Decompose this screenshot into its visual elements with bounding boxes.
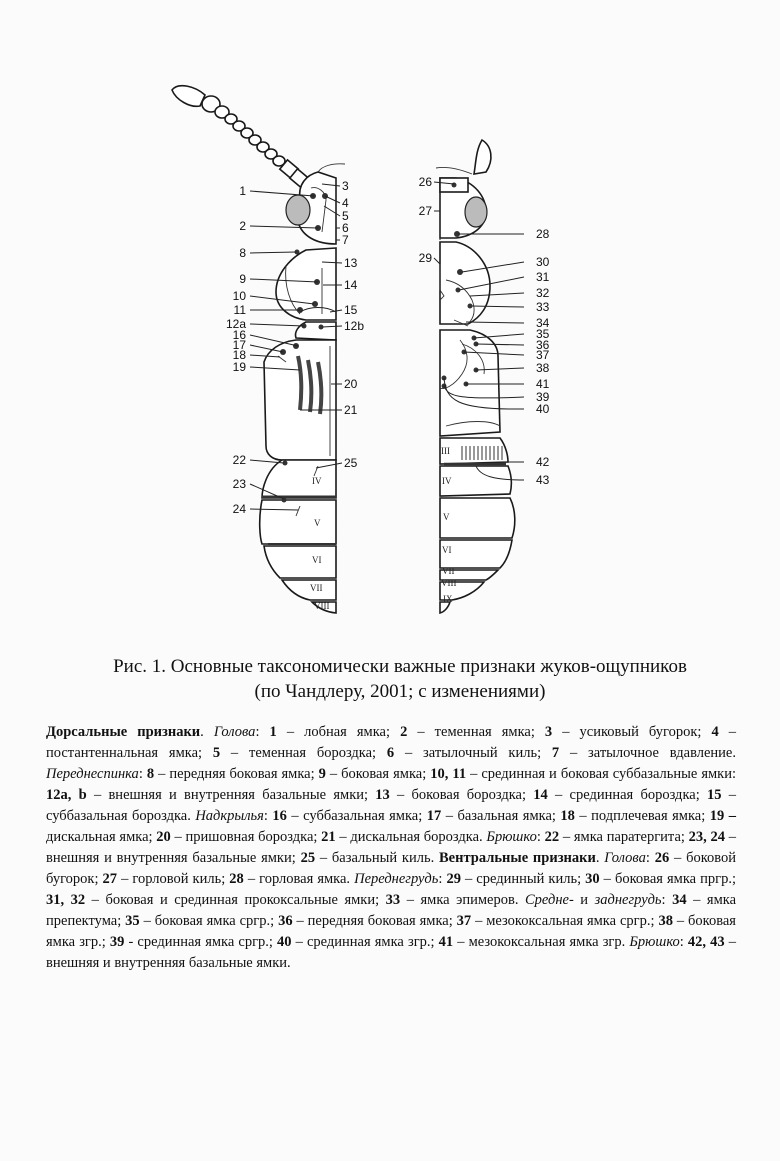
label-23: 23	[232, 477, 246, 491]
legend-run: 16	[272, 808, 287, 824]
figure-legend	[46, 722, 736, 974]
legend-run: Переднегрудь	[354, 871, 439, 887]
dorsal-view	[172, 86, 364, 613]
legend-run: Брюшко	[629, 934, 680, 950]
legend-run: Голова	[213, 724, 256, 740]
legend-run: 27	[102, 871, 118, 887]
label-36: 36	[536, 338, 550, 352]
legend-run: .	[200, 724, 214, 740]
legend-run: – боковая и срединная прококсальные ямки;	[85, 892, 386, 908]
ventral-segment-vii: VII	[442, 566, 455, 576]
legend-run: – ямка эпимеров.	[400, 892, 525, 908]
label-8: 8	[239, 246, 246, 260]
label-35: 35	[536, 327, 550, 341]
legend-run: 9	[318, 766, 326, 782]
legend-run: :	[679, 934, 688, 950]
ventral-prothorax	[440, 242, 490, 326]
legend-run: заднегрудь	[594, 892, 662, 908]
label-2: 2	[239, 219, 246, 233]
label-21: 21	[344, 403, 358, 417]
label-18: 18	[232, 348, 246, 362]
legend-run: – внешняя и внутренняя базальные ямки.	[46, 934, 737, 971]
legend-run: 19 –	[709, 808, 737, 824]
legend-run: – боковая ямка пргр.;	[599, 871, 736, 887]
legend-run: – внешняя и внутренняя базальные ямки;	[86, 787, 376, 803]
label-22: 22	[232, 453, 246, 467]
legend-run: 12a, b	[46, 787, 87, 803]
label-40: 40	[536, 402, 550, 416]
legend-run: – боковая ямка сргр.;	[139, 913, 279, 929]
label-41: 41	[536, 377, 550, 391]
legend-run: – срединный киль;	[460, 871, 586, 887]
legend-run: – теменная бороздка;	[220, 745, 387, 761]
legend-run: – мезококсальная ямка згр.	[453, 934, 630, 950]
label-1: 1	[239, 184, 246, 198]
label-42: 42	[536, 455, 550, 469]
legend-run: 1	[269, 724, 277, 740]
legend-run: :	[661, 892, 673, 908]
legend-run: 38	[658, 913, 673, 929]
label-34: 34	[536, 316, 550, 330]
legend-run: – пришовная бороздка;	[170, 829, 322, 845]
legend-run: 18	[560, 808, 575, 824]
ventral-segment-iii: III	[441, 446, 450, 456]
legend-run: – затылочный киль;	[394, 745, 552, 761]
legend-run: Переднеспинка	[46, 766, 139, 782]
dorsal-segment-iv: IV	[312, 476, 322, 486]
legend-run: – срединная бороздка;	[547, 787, 707, 803]
label-12a: 12a	[225, 317, 246, 331]
dorsal-labels-left	[226, 184, 246, 516]
legend-run: 22	[544, 829, 560, 845]
label-15: 15	[344, 303, 358, 317]
label-37: 37	[536, 348, 550, 362]
legend-run: 7	[551, 745, 560, 761]
legend-run: :	[255, 724, 270, 740]
legend-run: 31, 32	[46, 892, 86, 908]
legend-run: 20	[156, 829, 171, 845]
legend-run: :	[645, 850, 655, 866]
legend-run: – подплечевая ямка;	[574, 808, 710, 824]
legend-run: 37	[456, 913, 472, 929]
ventral-segment-v: V	[443, 512, 450, 522]
dorsal-elytron	[264, 340, 336, 460]
legend-run: – суббазальная ямка;	[286, 808, 427, 824]
legend-run: 21	[321, 829, 336, 845]
legend-run: 8	[146, 766, 155, 782]
dorsal-segment-viii: VIII	[314, 601, 330, 611]
legend-run: 29	[446, 871, 461, 887]
legend-run: Дорсальные признаки	[46, 724, 201, 740]
legend-run: – базальный киль.	[315, 850, 440, 866]
legend-run: :	[438, 871, 447, 887]
legend-run: – боковая бороздка;	[389, 787, 534, 803]
legend-run: 15	[706, 787, 722, 803]
legend-run: 17	[426, 808, 442, 824]
label-4: 4	[342, 196, 349, 210]
legend-run: и	[573, 892, 595, 908]
dorsal-segment-v: V	[314, 518, 321, 528]
legend-run: Брюшко	[486, 829, 537, 845]
legend-run: 36	[278, 913, 293, 929]
label-6: 6	[342, 221, 349, 235]
legend-run: – усиковый бугорок;	[552, 724, 712, 740]
label-11: 11	[233, 303, 246, 317]
label-24: 24	[232, 502, 246, 516]
label-10: 10	[232, 289, 246, 303]
legend-run: – срединная ямка згр.;	[291, 934, 439, 950]
legend-run: – мезококсальная ямка сргр.;	[471, 913, 659, 929]
legend-run: 34	[672, 892, 687, 908]
label-31: 31	[536, 270, 550, 284]
ventral-segment-iv: IV	[442, 476, 452, 486]
label-43: 43	[536, 473, 550, 487]
legend-run: :	[536, 829, 545, 845]
legend-run: .	[595, 850, 605, 866]
label-28: 28	[536, 227, 550, 241]
legend-run: 33	[385, 892, 401, 908]
legend-run: – дискальная бороздка.	[335, 829, 487, 845]
ventral-view	[419, 140, 550, 613]
legend-run: – внешняя и внутренняя базальные ямки;	[46, 829, 737, 866]
legend-run: 28	[229, 871, 244, 887]
label-7: 7	[342, 233, 349, 247]
legend-run: 5	[212, 745, 221, 761]
legend-run: :	[138, 766, 147, 782]
legend-run: – базальная ямка;	[441, 808, 561, 824]
legend-run: 3	[544, 724, 553, 740]
dorsal-antenna	[172, 86, 308, 187]
legend-run: Надкрылья	[195, 808, 264, 824]
ventral-segment-ix: IX	[443, 594, 453, 604]
label-26: 26	[418, 175, 432, 189]
legend-run: – лобная ямка;	[276, 724, 401, 740]
label-33: 33	[536, 300, 550, 314]
legend-run: 42, 43	[687, 934, 725, 950]
legend-run: 30	[585, 871, 600, 887]
ventral-meso-metathorax	[440, 330, 500, 436]
legend-run: 23, 24	[688, 829, 726, 845]
legend-run: - срединная ямка сргр.;	[124, 934, 278, 950]
legend-run: :	[263, 808, 273, 824]
label-30: 30	[536, 255, 550, 269]
ventral-segment-viii: VIII	[441, 578, 457, 588]
legend-run: 40	[277, 934, 292, 950]
label-14: 14	[344, 278, 358, 292]
label-25: 25	[344, 456, 358, 470]
ventral-head	[436, 140, 491, 240]
legend-run: – ямка препектума;	[46, 892, 737, 929]
dorsal-segment-vi: VI	[312, 555, 322, 565]
label-27: 27	[418, 204, 432, 218]
legend-run: 41	[438, 934, 454, 950]
label-17: 17	[232, 338, 246, 352]
legend-run: – горловой киль;	[117, 871, 230, 887]
legend-run: 25	[300, 850, 316, 866]
legend-run: – боковой бугорок;	[46, 850, 737, 887]
label-9: 9	[239, 272, 246, 286]
legend-run: 13	[375, 787, 390, 803]
figure-caption	[80, 654, 720, 704]
legend-run: 39	[109, 934, 125, 950]
legend-run: – боковая ямка згр.;	[46, 913, 736, 950]
label-16: 16	[232, 328, 246, 342]
legend-run: – ямка паратергита;	[559, 829, 689, 845]
caption-title: Рис. 1. Основные таксономически важные признаки жуков-ощупников	[113, 656, 687, 677]
label-12b: 12b	[344, 319, 365, 333]
label-32: 32	[536, 286, 550, 300]
caption-source: (по Чандлеру, 2001; с изменениями)	[254, 681, 546, 702]
legend-run: – срединная и боковая суббазальные ямки:	[466, 766, 737, 782]
ventral-segment-vi: VI	[442, 545, 452, 555]
legend-run: 35	[125, 913, 140, 929]
legend-run: 26	[654, 850, 670, 866]
legend-run: – постантеннальная ямка;	[46, 724, 737, 761]
legend-run: Голова	[604, 850, 646, 866]
legend-run: дискальная ямка;	[46, 829, 157, 845]
legend-run: – передняя боковая ямка;	[154, 766, 319, 782]
legend-run: 10, 11	[430, 766, 467, 782]
legend-run: 6	[386, 745, 395, 761]
legend-run: Вентральные признаки	[439, 850, 596, 866]
dorsal-labels-right	[342, 179, 364, 470]
legend-run: – суббазальная бороздка.	[46, 787, 736, 824]
legend-run: – боковая ямка;	[325, 766, 431, 782]
legend-run: – затылочное вдавление.	[559, 745, 736, 761]
label-29: 29	[418, 251, 432, 265]
dorsal-abdomen	[260, 460, 336, 613]
label-5: 5	[342, 209, 349, 223]
ventral-labels-left	[419, 175, 433, 265]
legend-run: – передняя боковая ямка;	[292, 913, 457, 929]
legend-run: – теменная ямка;	[407, 724, 545, 740]
label-13: 13	[344, 256, 358, 270]
label-3: 3	[342, 179, 349, 193]
dorsal-segment-vii: VII	[310, 583, 323, 593]
legend-run: 2	[400, 724, 408, 740]
label-20: 20	[344, 377, 358, 391]
label-19: 19	[232, 360, 246, 374]
legend-run: – горловая ямка.	[243, 871, 355, 887]
ventral-labels-right	[536, 227, 550, 487]
legend-run: 14	[533, 787, 548, 803]
legend-run: Средне-	[524, 892, 574, 908]
label-39: 39	[536, 390, 550, 404]
legend-run: 4	[711, 724, 719, 740]
label-38: 38	[536, 361, 550, 375]
